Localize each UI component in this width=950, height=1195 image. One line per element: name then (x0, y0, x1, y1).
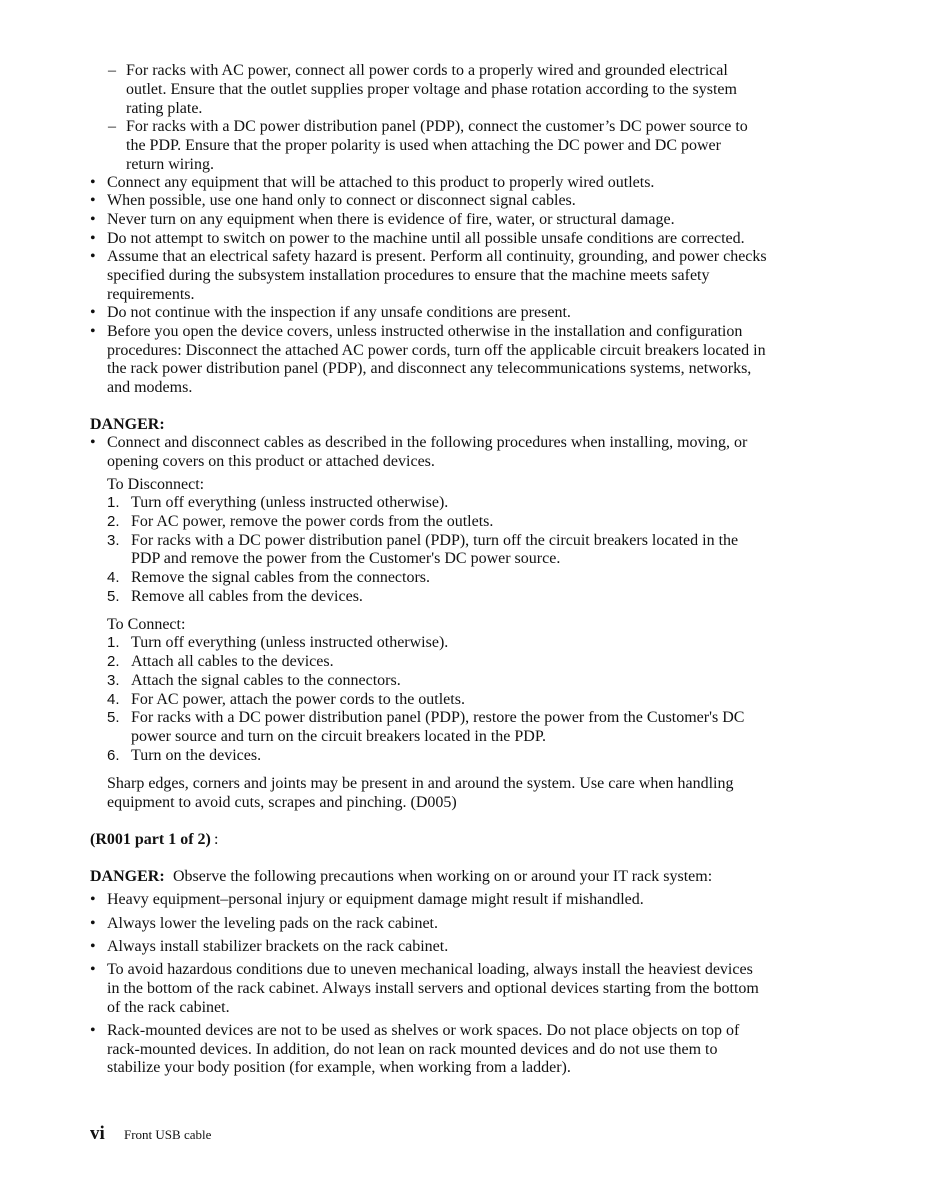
text-line: Turn off everything (unless instructed otherwise). (131, 634, 449, 651)
bullet-marker: • (90, 211, 96, 228)
text-line: in the bottom of the rack cabinet. Always install servers and optional devices starting from the bottom (107, 980, 759, 997)
bullet-marker: • (90, 434, 96, 451)
text-line: Turn off everything (unless instructed otherwise). (131, 494, 449, 511)
text-line: the rack power distribution panel (PDP), and disconnect any telecommunications systems, networks, (107, 360, 752, 377)
text-line: For AC power, attach the power cords to the outlets. (131, 691, 465, 708)
text-line: power source and turn on the circuit breakers located in the PDP. (131, 728, 546, 745)
text-line: and modems. (107, 379, 193, 396)
text-line: For racks with a DC power distribution panel (PDP), turn off the circuit breakers located in the (131, 532, 739, 549)
bullet-marker: • (90, 174, 96, 191)
text-line: return wiring. (126, 156, 214, 173)
bullet-marker: • (90, 915, 96, 932)
step-number: 5. (107, 588, 120, 605)
bullet-marker: • (90, 192, 96, 209)
step-number: 3. (107, 672, 120, 689)
text-line: Heavy equipment–personal injury or equipment damage might result if mishandled. (107, 891, 644, 908)
step-number: 1. (107, 634, 120, 651)
danger-heading: DANGER: (90, 416, 165, 433)
bullet-marker: • (90, 248, 96, 265)
bullet-marker: • (90, 961, 96, 978)
text-line: For racks with a DC power distribution panel (PDP), restore the power from the Customer's DC (131, 709, 745, 726)
text-line: Observe the following precautions when working on or around your IT rack system: (173, 868, 713, 885)
text-line: specified during the subsystem installation procedures to ensure that the machine meets safety (107, 267, 710, 284)
text-line: When possible, use one hand only to connect or disconnect signal cables. (107, 192, 576, 209)
text-line: Do not continue with the inspection if any unsafe conditions are present. (107, 304, 571, 321)
text-line: Always lower the leveling pads on the rack cabinet. (107, 915, 438, 932)
text-line: Sharp edges, corners and joints may be present in and around the system. Use care when handling (107, 775, 734, 792)
text-line: procedures: Disconnect the attached AC power cords, turn off the applicable circuit breakers located in (107, 342, 766, 359)
bullet-marker: • (90, 323, 96, 340)
text-line: outlet. Ensure that the outlet supplies proper voltage and phase rotation according to the system (126, 81, 737, 98)
text-line: For racks with AC power, connect all power cords to a properly wired and grounded electrical (126, 62, 728, 79)
step-number: 6. (107, 747, 120, 764)
bullet-marker: • (90, 1022, 96, 1039)
step-number: 1. (107, 494, 120, 511)
text-line: Connect any equipment that will be attached to this product to properly wired outlets. (107, 174, 655, 191)
text-line: Attach the signal cables to the connectors. (131, 672, 401, 689)
text-line: Remove the signal cables from the connectors. (131, 569, 431, 586)
footer-title: Front USB cable (124, 1127, 212, 1142)
text-line: For AC power, remove the power cords from the outlets. (131, 513, 494, 530)
text-line: For racks with a DC power distribution panel (PDP), connect the customer’s DC power source to (126, 118, 748, 135)
bullet-marker: • (90, 938, 96, 955)
reference-code: (R001 part 1 of 2) (90, 831, 211, 848)
text-line: stabilize your body position (for example, when working from a ladder). (107, 1059, 571, 1076)
step-number: 2. (107, 653, 120, 670)
subheading-connect: To Connect: (107, 616, 186, 633)
bullet-marker: • (90, 891, 96, 908)
text-line: Remove all cables from the devices. (131, 588, 363, 605)
text-line: Attach all cables to the devices. (131, 653, 334, 670)
text-line: Assume that an electrical safety hazard is present. Perform all continuity, grounding, and power checks (107, 248, 767, 265)
text-line: rack-mounted devices. In addition, do not lean on rack mounted devices and do not use them to (107, 1041, 718, 1058)
page-number: vi (90, 1123, 105, 1144)
text-line: Always install stabilizer brackets on the rack cabinet. (107, 938, 449, 955)
text-line: To avoid hazardous conditions due to uneven mechanical loading, always install the heaviest devices (107, 961, 753, 978)
text-line: rating plate. (126, 100, 203, 117)
text-line: Connect and disconnect cables as described in the following procedures when installing, moving, or (107, 434, 748, 451)
reference-colon: : (214, 831, 219, 848)
step-number: 5. (107, 709, 120, 726)
step-number: 3. (107, 532, 120, 549)
text-line: the PDP. Ensure that the proper polarity is used when attaching the DC power and DC power (126, 137, 721, 154)
subheading-disconnect: To Disconnect: (107, 476, 205, 493)
text-line: Rack-mounted devices are not to be used as shelves or work spaces. Do not place objects on top of (107, 1022, 740, 1039)
text-line: of the rack cabinet. (107, 999, 230, 1016)
text-line: PDP and remove the power from the Customer's DC power source. (131, 550, 561, 567)
dash-marker: – (108, 62, 116, 79)
text-line: Do not attempt to switch on power to the machine until all possible unsafe conditions are corrected. (107, 230, 745, 247)
text-line: Turn on the devices. (131, 747, 262, 764)
danger-heading: DANGER: (90, 868, 165, 885)
step-number: 2. (107, 513, 120, 530)
dash-marker: – (108, 118, 116, 135)
text-line: requirements. (107, 286, 195, 303)
bullet-marker: • (90, 230, 96, 247)
text-line: equipment to avoid cuts, scrapes and pinching. (D005) (107, 794, 457, 811)
step-number: 4. (107, 569, 120, 586)
text-line: Before you open the device covers, unless instructed otherwise in the installation and configuration (107, 323, 743, 340)
text-line: opening covers on this product or attached devices. (107, 453, 435, 470)
bullet-marker: • (90, 304, 96, 321)
step-number: 4. (107, 691, 120, 708)
text-line: Never turn on any equipment when there is evidence of fire, water, or structural damage. (107, 211, 675, 228)
